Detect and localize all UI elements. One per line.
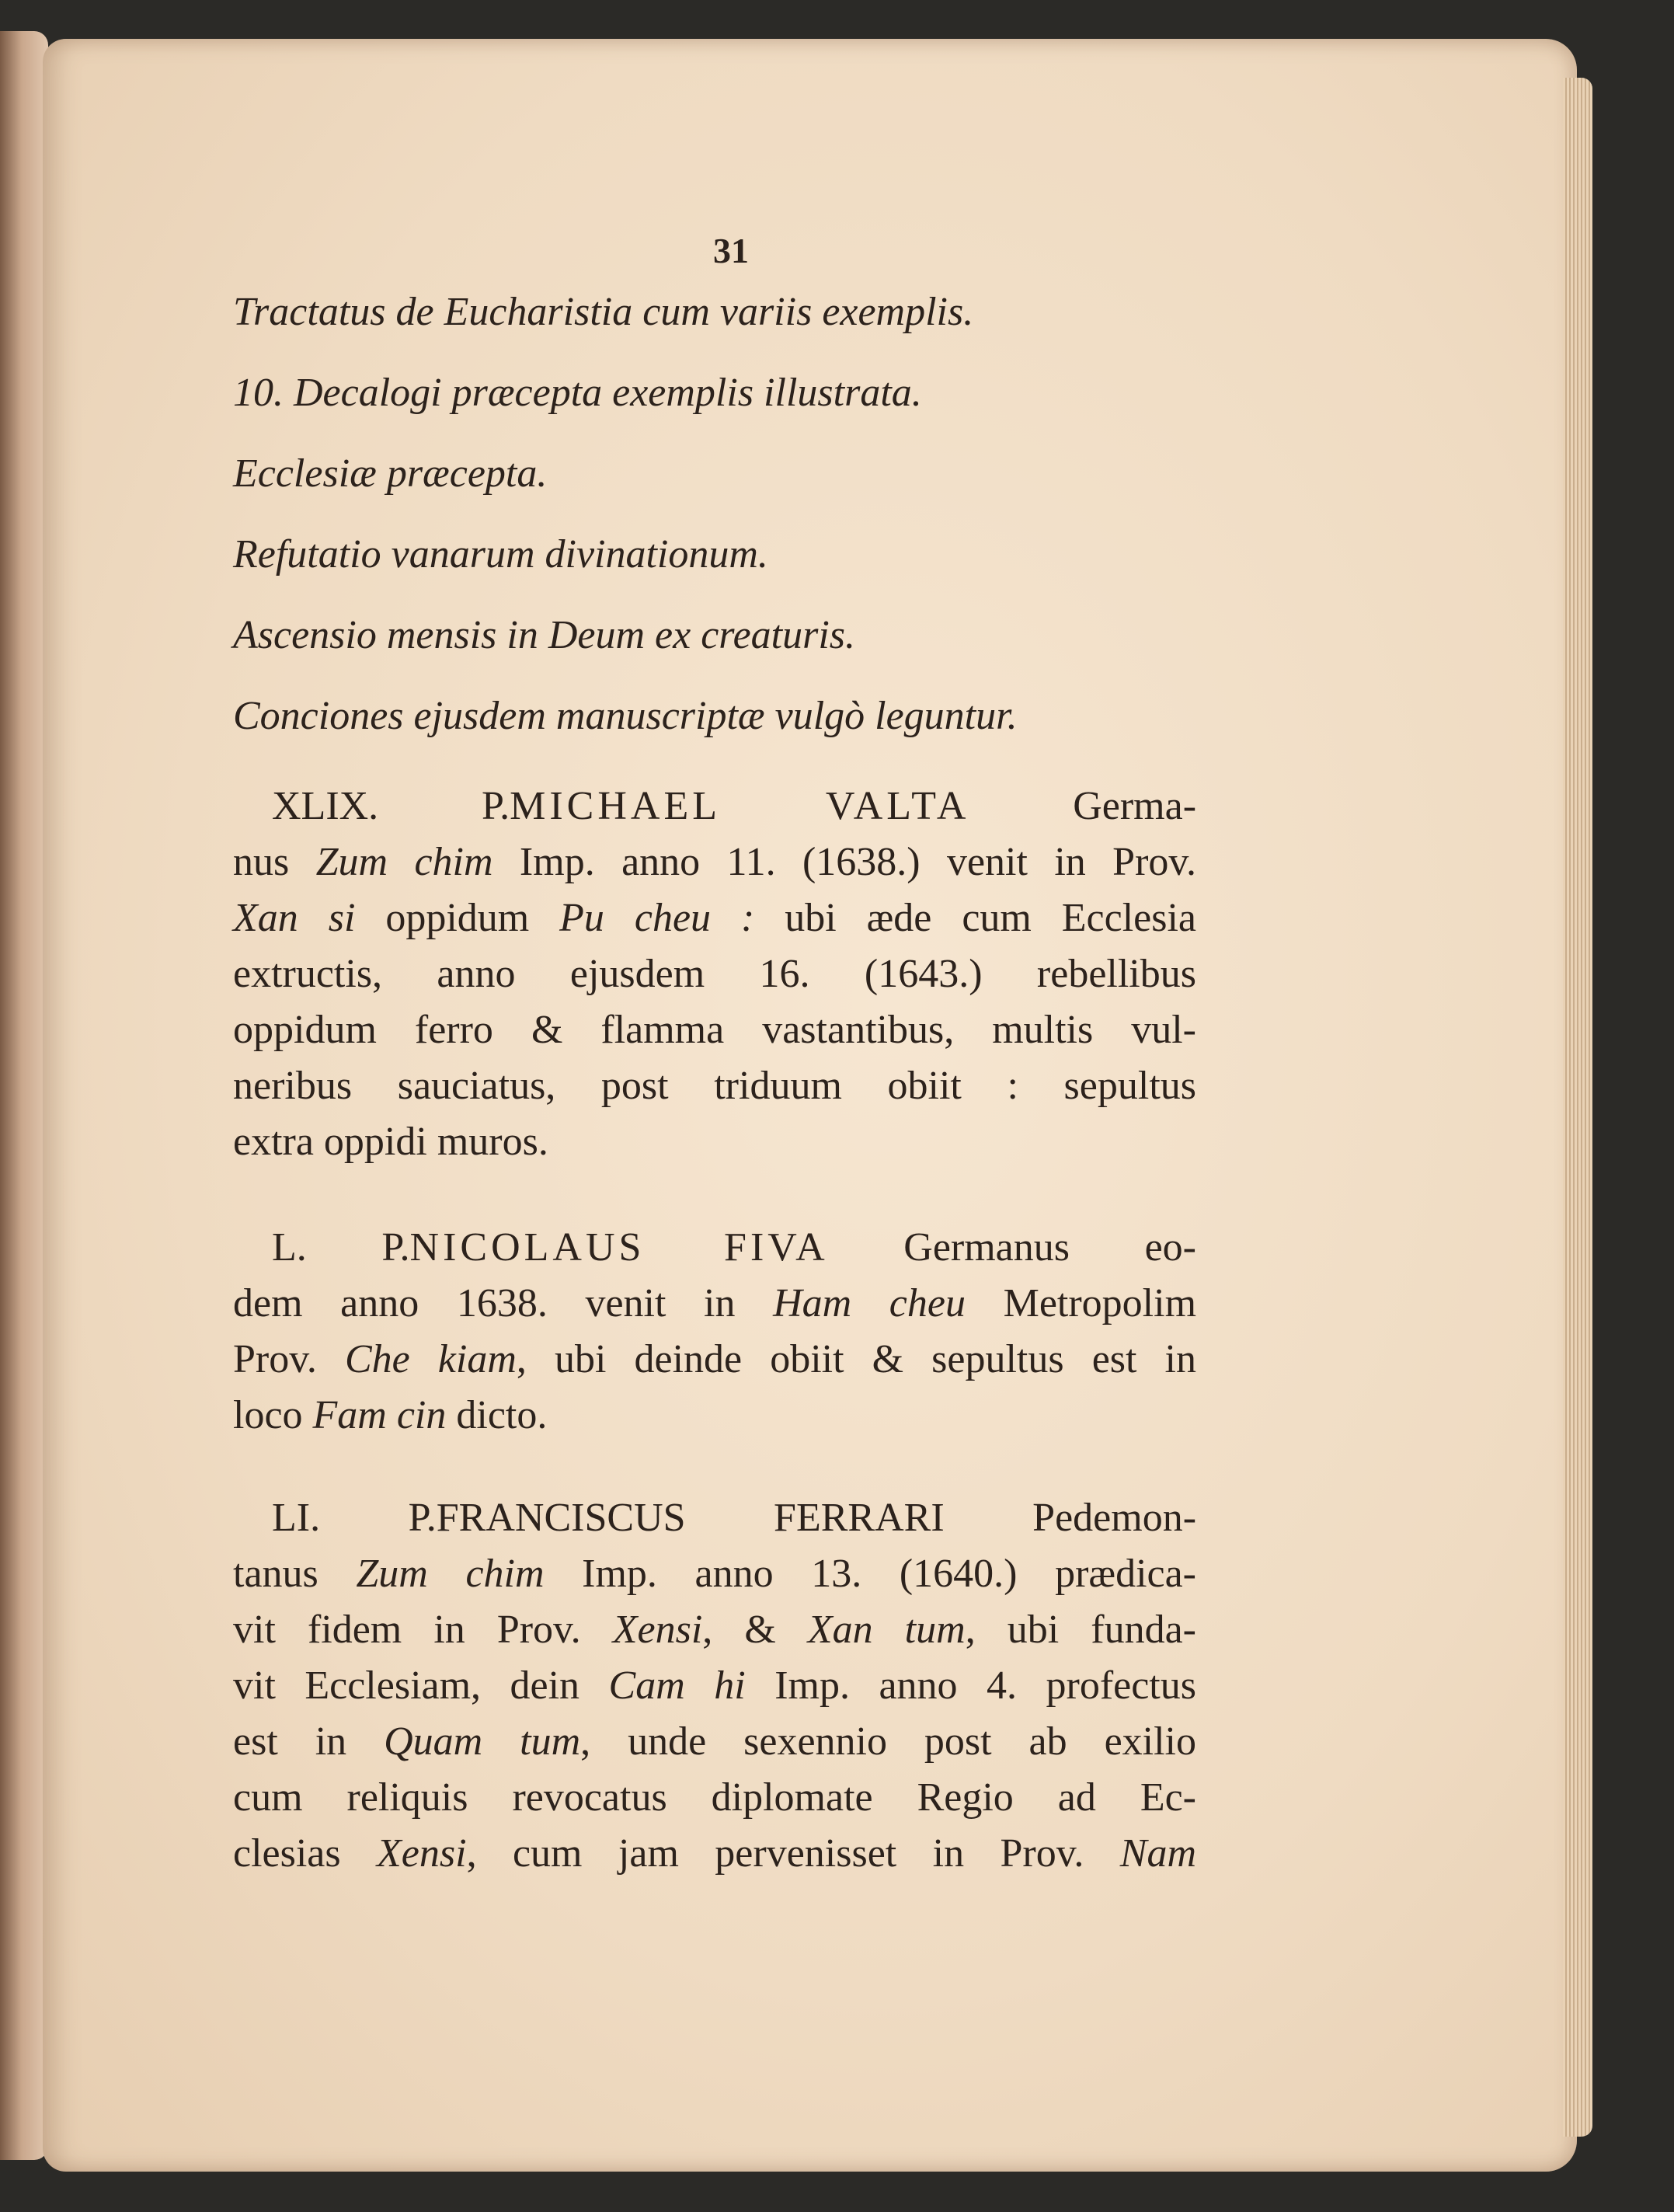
entry-italic: Zum chim bbox=[356, 1552, 545, 1596]
entry-line bbox=[233, 1490, 1196, 1546]
line-ecclesiae: Ecclesiæ præcepta. bbox=[233, 451, 548, 496]
entry-text: dem anno 1638. venit in bbox=[233, 1281, 774, 1325]
entry-italic: Xan tum bbox=[807, 1608, 966, 1652]
entry-italic: Che kiam bbox=[344, 1337, 517, 1381]
line-conciones: Conciones ejusdem manuscriptæ vulgò leguntur. bbox=[233, 694, 1018, 738]
entry-italic: Xensi bbox=[377, 1831, 467, 1876]
entry-text: tanus bbox=[233, 1552, 357, 1596]
entry-line: extructis, anno ejusdem 16. (1643.) rebellibus bbox=[233, 952, 1196, 996]
entry-italic: Xan si bbox=[233, 896, 356, 940]
entry-numeral: XLIX. P. bbox=[272, 784, 510, 828]
entry-line bbox=[233, 1658, 1196, 1714]
page-text bbox=[233, 225, 1196, 1882]
entry-line bbox=[233, 1220, 1196, 1276]
page-number: 31 bbox=[713, 231, 749, 270]
entry-line bbox=[233, 890, 1196, 946]
entry-text: clesias bbox=[233, 1831, 378, 1876]
line-refutatio: Refutatio vanarum divinationum. bbox=[233, 532, 768, 577]
entry-line: neribus sauciatus, post triduum obiit : sepultus bbox=[233, 1064, 1196, 1108]
entry-italic: Cam hi bbox=[608, 1663, 746, 1708]
entry-line: oppidum ferro & flamma vastantibus, multis vul- bbox=[233, 1008, 1196, 1052]
entry-line bbox=[233, 1826, 1196, 1882]
entry-li bbox=[233, 1490, 1196, 1882]
entry-text: Imp. anno 4. profectus bbox=[745, 1663, 1196, 1708]
entry-text: ubi æde cum Ecclesia bbox=[754, 896, 1196, 940]
entry-text: Imp. anno 13. (1640.) prædica- bbox=[544, 1552, 1196, 1596]
entry-l bbox=[233, 1220, 1196, 1444]
entry-name: MICHAEL VALTA bbox=[510, 784, 970, 828]
entry-text: oppidum bbox=[355, 896, 560, 940]
entry-italic: Fam cin bbox=[312, 1393, 447, 1437]
entry-line bbox=[233, 834, 1196, 890]
line-tractatus: Tractatus de Eucharistia cum variis exemplis. bbox=[233, 290, 974, 334]
entry-line bbox=[233, 1388, 1196, 1444]
entry-line bbox=[233, 1602, 1196, 1658]
entry-italic: Pu cheu : bbox=[559, 896, 755, 940]
entry-numeral: LI. P. bbox=[272, 1496, 437, 1540]
entry-text: Pedemon- bbox=[944, 1496, 1197, 1540]
entry-text: Germa- bbox=[969, 784, 1197, 828]
entry-text: Imp. anno 11. (1638.) venit in Prov. bbox=[492, 840, 1197, 884]
entry-text: , cum jam pervenisset in Prov. bbox=[466, 1831, 1120, 1876]
entry-italic: Quam tum bbox=[384, 1719, 581, 1764]
entry-line: extra oppidi muros. bbox=[233, 1120, 548, 1164]
entry-text: vit Ecclesiam, dein bbox=[233, 1663, 609, 1708]
line-ascensio: Ascensio mensis in Deum ex creaturis. bbox=[233, 613, 856, 657]
entry-numeral: L. P. bbox=[272, 1225, 410, 1270]
line-decalogi: 10. Decalogi præcepta exemplis illustrata. bbox=[233, 371, 922, 415]
entry-line bbox=[233, 1332, 1196, 1388]
entry-text: loco bbox=[233, 1393, 313, 1437]
entry-text: Germanus eo- bbox=[828, 1225, 1196, 1270]
entry-text: est in bbox=[233, 1719, 385, 1764]
entry-italic: Ham cheu bbox=[773, 1281, 966, 1325]
entry-name: FRANCISCUS FERRARI bbox=[436, 1496, 945, 1540]
entry-line bbox=[233, 1714, 1196, 1770]
entry-text: , unde sexennio post ab exilio bbox=[580, 1719, 1197, 1764]
facing-page-edge bbox=[0, 31, 48, 2160]
entry-line bbox=[233, 779, 1196, 834]
entry-line bbox=[233, 1276, 1196, 1332]
entry-name: NICOLAUS FIVA bbox=[409, 1225, 829, 1270]
entry-text: , ubi deinde obiit & sepultus est in bbox=[516, 1337, 1197, 1381]
entry-italic: Zum chim bbox=[315, 840, 493, 884]
entry-text: Prov. bbox=[233, 1337, 345, 1381]
entry-italic: Nam bbox=[1119, 1831, 1197, 1876]
entry-text: , ubi funda- bbox=[965, 1608, 1196, 1652]
entry-text: vit fidem in Prov. bbox=[233, 1608, 613, 1652]
entry-xlix bbox=[233, 779, 1196, 1170]
entry-line: cum reliquis revocatus diplomate Regio ad Ec- bbox=[233, 1775, 1196, 1820]
entry-text: dicto. bbox=[446, 1393, 548, 1437]
entry-line bbox=[233, 1546, 1196, 1602]
entry-italic: Xensi bbox=[612, 1608, 703, 1652]
entry-text: , & bbox=[702, 1608, 808, 1652]
page-stack-edge bbox=[1563, 78, 1592, 2137]
entry-text: nus bbox=[233, 840, 316, 884]
entry-text: Metropolim bbox=[965, 1281, 1197, 1325]
